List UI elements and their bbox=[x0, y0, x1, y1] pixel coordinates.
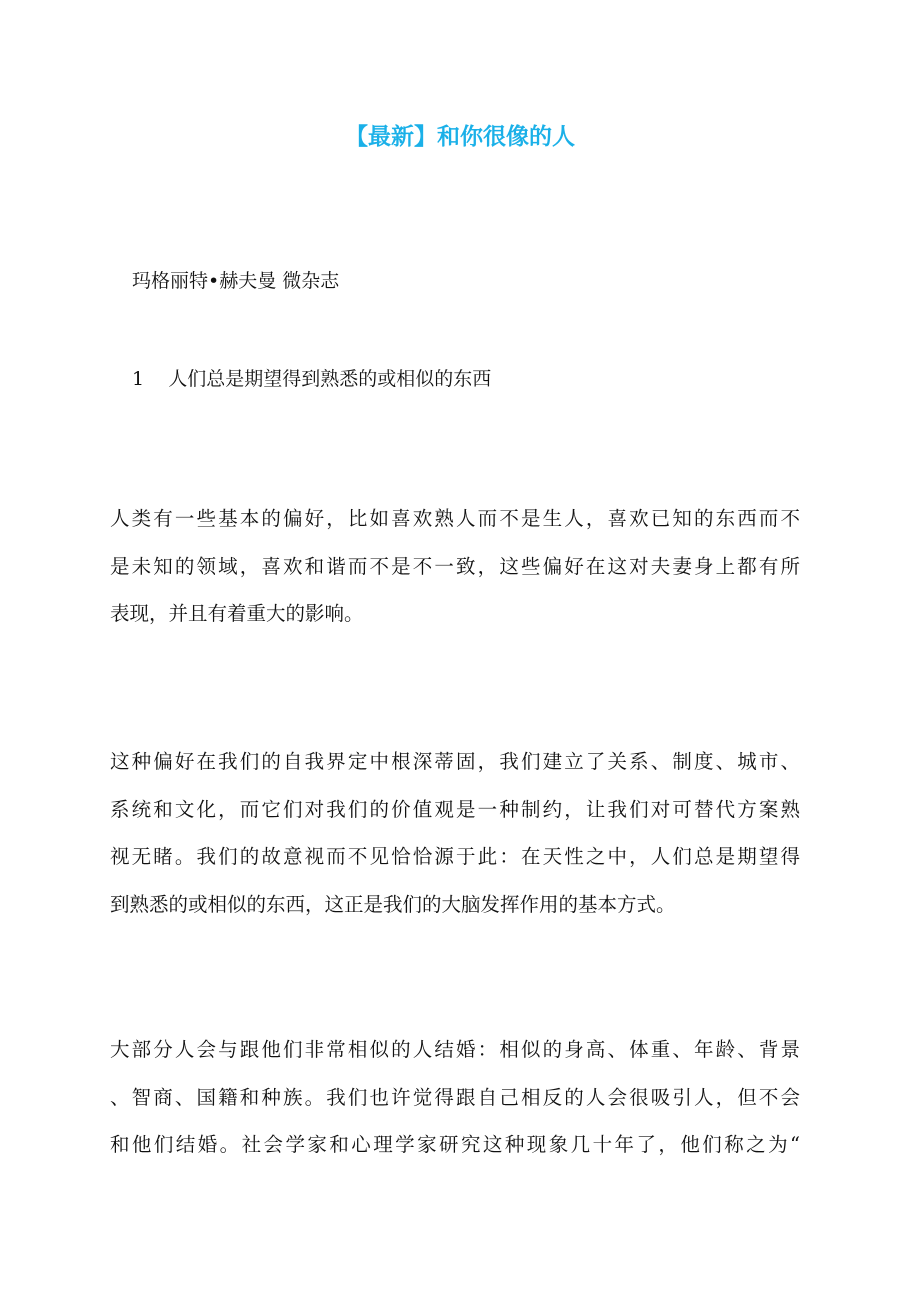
text-line: 这种偏好在我们的自我界定中根深蒂固，我们建立了关系、制度、城市、 bbox=[110, 750, 800, 773]
text-line: 是未知的领域，喜欢和谐而不是不一致，这些偏好在这对夫妻身上都有所 bbox=[110, 555, 800, 578]
text-line: 人类有一些基本的偏好，比如喜欢熟人而不是生人，喜欢已知的东西而不 bbox=[110, 507, 800, 530]
text-line: 表现，并且有着重大的影响。 bbox=[110, 602, 364, 625]
document-title: 【最新】和你很像的人 bbox=[345, 124, 575, 150]
text-line: 大部分人会与跟他们非常相似的人结婚：相似的身高、体重、年龄、背景 bbox=[110, 1038, 800, 1061]
text-line: 系统和文化，而它们对我们的价值观是一种制约，让我们对可替代方案熟 bbox=[110, 798, 800, 821]
text-line: 到熟悉的或相似的东西，这正是我们的大脑发挥作用的基本方式。 bbox=[110, 893, 676, 916]
text-line: 视无睹。我们的故意视而不见恰恰源于此：在天性之中，人们总是期望得 bbox=[110, 845, 800, 868]
section-heading: 1 人们总是期望得到熟悉的或相似的东西 bbox=[132, 368, 492, 390]
text-line: 、智商、国籍和种族。我们也许觉得跟自己相反的人会很吸引人，但不会 bbox=[110, 1086, 800, 1109]
byline: 玛格丽特•赫夫曼 微杂志 bbox=[132, 270, 340, 292]
text-line: 和他们结婚。社会学家和心理学家研究这种现象几十年了，他们称之为“ bbox=[110, 1133, 800, 1156]
